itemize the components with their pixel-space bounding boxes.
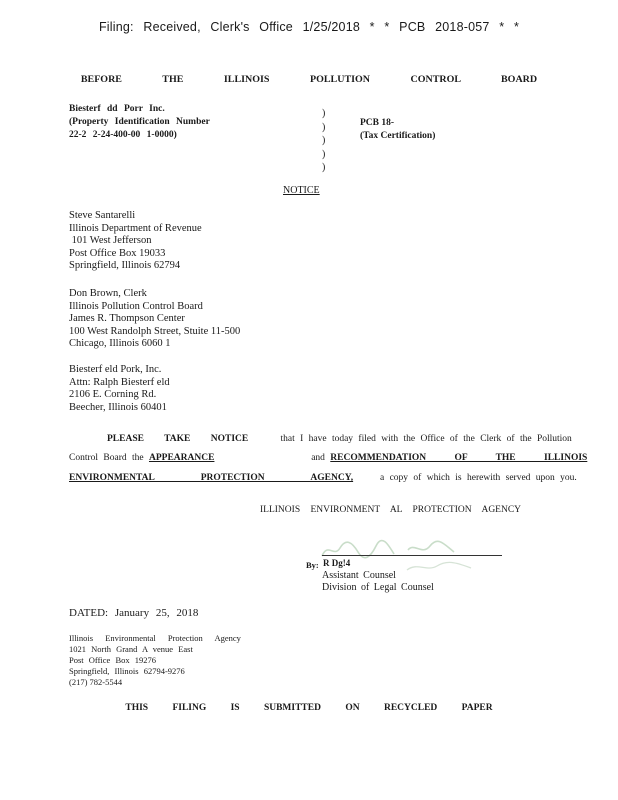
- address-line: 101 West Jefferson: [69, 235, 152, 247]
- signer-division: Division of Legal Counsel: [322, 582, 434, 593]
- signature-flourish: [405, 560, 475, 574]
- address-line: Attn: Ralph Biesterf eld: [69, 376, 170, 388]
- address-line: Biesterf eld Pork, Inc.: [69, 364, 162, 375]
- notice-body-text: a copy of which is herewith served upon you.: [379, 473, 577, 483]
- docket-type: (Tax Certification): [360, 131, 436, 141]
- agency-address: [69, 633, 241, 688]
- caption-line: (Property Identification Number: [69, 117, 210, 127]
- caption-parentheses: [322, 107, 325, 175]
- docket-number: PCB 18-: [360, 118, 395, 128]
- recipient-address-clerk: [69, 288, 240, 351]
- signature-line: [322, 555, 502, 556]
- address-line: Springfield, Illinois 62794: [69, 260, 181, 272]
- caption-line: 22-2 2-24-400-00 1-0000): [69, 130, 177, 140]
- recycled-paper-note: THIS FILING IS SUBMITTED ON RECYCLED PAPER: [125, 703, 493, 713]
- caption-paren: ): [322, 148, 326, 160]
- address-line: Springfield, Illinois 62794-9276: [69, 666, 185, 676]
- agency-document-title: ENVIRONMENTAL PROTECTION AGENCY,: [69, 473, 354, 483]
- address-line: Post Office Box 19033: [69, 247, 166, 259]
- notice-body-text: that I have today filed with the Office of the Clerk of the Pollution: [280, 434, 572, 444]
- recipient-address-petitioner: [69, 364, 170, 414]
- address-line: James R. Thompson Center: [69, 313, 185, 325]
- address-line: Illinois Environmental Protection Agency: [69, 633, 241, 643]
- by-label: By:: [306, 560, 319, 570]
- recipient-address-revenue: [69, 210, 202, 273]
- caption-paren: ): [322, 108, 326, 119]
- signer-title: Assistant Counsel: [322, 570, 396, 581]
- address-line: Chicago, Illinois 6060 1: [69, 338, 171, 350]
- case-caption-docket: [360, 117, 435, 143]
- dated-line: DATED: January 25, 2018: [69, 607, 199, 619]
- address-line: 100 West Randolph Street, Stuite 11-500: [69, 325, 241, 337]
- please-take-notice-phrase: PLEASE TAKE NOTICE: [107, 434, 249, 444]
- address-line: Illinois Pollution Control Board: [69, 300, 203, 312]
- address-line: Don Brown, Clerk: [69, 288, 147, 299]
- notice-heading: NOTICE: [283, 185, 320, 196]
- notice-body-line-1: [107, 434, 572, 444]
- board-title: BEFORE THE ILLINOIS POLLUTION CONTROL BOARD: [80, 74, 538, 85]
- signer-initials: R Dg!4: [323, 558, 351, 568]
- notice-body-text: Control Board the: [69, 453, 144, 463]
- address-line: Beecher, Illinois 60401: [69, 401, 167, 413]
- address-line: Illinois Department of Revenue: [69, 222, 202, 234]
- address-line: Post Office Box 19276: [69, 655, 156, 665]
- notice-body-line-3: [69, 473, 577, 483]
- case-caption-party: [69, 103, 210, 142]
- appearance-document-title: APPEARANCE: [148, 453, 215, 463]
- caption-paren: ): [322, 162, 326, 173]
- address-line: 2106 E. Corning Rd.: [69, 389, 157, 401]
- address-line: Steve Santarelli: [69, 210, 136, 221]
- caption-paren: ): [322, 121, 326, 133]
- notice-body-text: and: [311, 453, 325, 463]
- address-line: (217) 782-5544: [69, 677, 123, 687]
- caption-line: Biesterf dd Porr Inc.: [69, 104, 165, 114]
- signing-agency-name: ILLINOIS ENVIRONMENT AL PROTECTION AGENCY: [260, 505, 522, 515]
- recommendation-document-title: RECOMMENDATION OF THE ILLINOIS: [330, 453, 588, 463]
- notice-body-line-2: [69, 453, 587, 463]
- address-line: 1021 North Grand A venue East: [69, 644, 193, 654]
- filing-stamp-header: Filing: Received, Clerk's Office 1/25/2018 * * PCB 2018-057 * *: [98, 20, 520, 34]
- caption-paren: ): [322, 135, 326, 146]
